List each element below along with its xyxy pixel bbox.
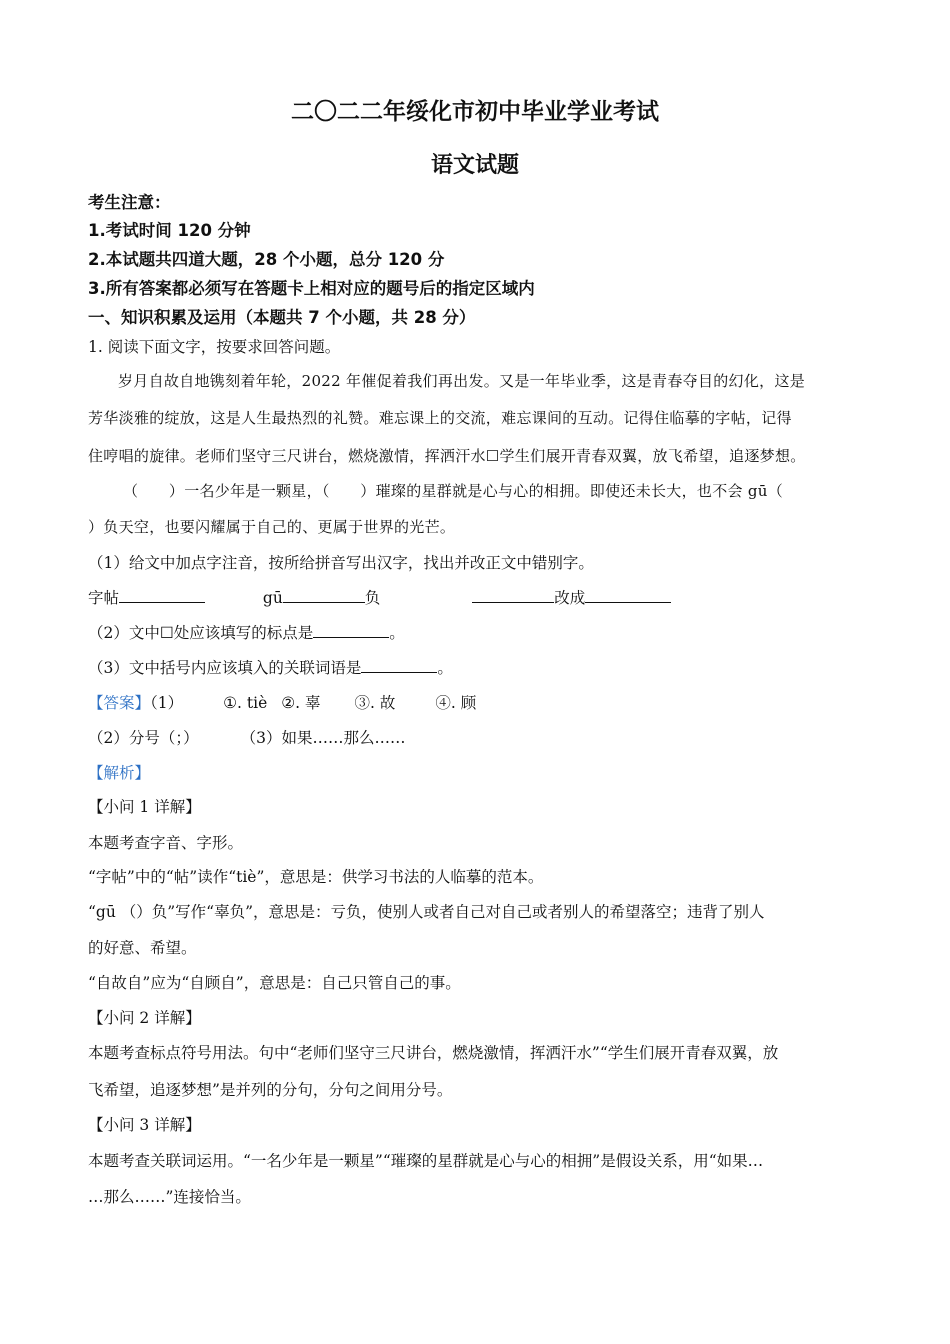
sub-question-3-text: （3）文中括号内应该填入的关联词语是 [88,659,362,677]
notice-item: 2.本试题共四道大题，28 个小题，总分 120 分 [88,250,445,269]
analysis-line: 本题考查标点符号用法。句中“老师们坚守三尺讲台，燃烧激情，挥洒汗水”“学生们展开青春双翼，放 [88,1044,779,1062]
answer-item: （2）分号（；） [88,729,199,747]
exam-title: 二〇二二年绥化市初中毕业学业考试 [291,99,659,125]
notice-item: 1.考试时间 120 分钟 [88,221,251,240]
analysis-line: 【小问 3 详解】 [88,1116,201,1134]
answer-item: ①. tiè [223,694,268,712]
analysis-line: 【小问 2 详解】 [88,1009,201,1027]
analysis-line: 的好意、希望。 [88,939,197,957]
analysis-line: “字帖”中的“帖”读作“tiè”，意思是：供学习书法的人临摹的范本。 [88,868,544,886]
analysis-line: 本题考查关联词运用。“一名少年是一颗星”“璀璨的星群就是心与心的相拥”是假设关系，用“如果… [88,1152,764,1170]
blank-label-gu: gū [262,589,283,607]
answer-item: ③. 故 [354,694,396,712]
sub-question-2-text: （2）文中☐处应该填写的标点是 [88,624,314,642]
passage-line: （ ）一名少年是一颗星，（ ）璀璨的星群就是心与心的相拥。即使还未长大，也不会 gū（ [123,482,784,500]
analysis-line: “gū （）负”写作“辜负”，意思是：亏负，使别人或者自己对自己或者别人的希望落空；违背了别人 [88,903,765,921]
analysis-line: 【小问 1 详解】 [88,798,201,816]
answer-blank[interactable] [585,588,671,603]
notice-item: 3.所有答案都必须写在答题卡上相对应的题号后的指定区域内 [88,279,535,298]
passage-line: 住哼唱的旋律。老师们坚守三尺讲台，燃烧激情，挥洒汗水☐学生们展开青春双翼，放飞希望，追逐梦想。 [88,447,806,465]
answer-item: ④. 顾 [435,694,477,712]
answer-blank[interactable] [361,658,437,673]
answer-part-num: （1） [150,694,184,712]
sub-question-3 [88,658,453,678]
answer-item: （3）如果……那么…… [240,729,406,747]
blank-label-fu: 负 [364,589,381,607]
blank-label-zitie: 字帖 [88,589,120,607]
period: 。 [389,624,405,642]
answer-row-1 [88,693,476,713]
sub-question-1: （1）给文中加点字注音，按所给拼音写出汉字，找出并改正文中错别字。 [88,554,594,572]
answer-blank[interactable] [472,588,554,603]
period: 。 [437,659,453,677]
sub-question-2 [88,623,405,643]
exam-subtitle: 语文试题 [430,153,519,178]
analysis-line: 本题考查字音、字形。 [88,834,244,852]
answer-blanks-row [88,588,671,608]
analysis-line: “自故自”应为“自顾自”，意思是：自己只管自己的事。 [88,974,461,992]
answer-row-2 [88,728,406,748]
blank-label-gaicheng: 改成 [554,589,586,607]
analysis-label: 【解析】 [88,764,151,782]
passage-line: 芳华淡雅的绽放，这是人生最热烈的礼赞。难忘课上的交流，难忘课间的互动。记得住临摹的字帖，记得 [88,409,792,427]
answer-blank[interactable] [119,588,205,603]
analysis-line: …那么……”连接恰当。 [88,1188,251,1206]
answer-label: 【答案】 [88,694,151,712]
section-heading: 一、知识积累及运用（本题共 7 个小题，共 28 分） [88,308,476,327]
answer-item: ②. 辜 [281,694,321,712]
analysis-line: 飞希望，追逐梦想”是并列的分句，分句之间用分号。 [88,1081,453,1099]
passage-line: ）负天空，也要闪耀属于自己的、更属于世界的光芒。 [88,518,456,536]
answer-blank[interactable] [313,623,389,638]
notice-heading: 考生注意： [88,193,171,212]
answer-blank[interactable] [283,588,365,603]
passage-line: 岁月自故自地镌刻着年轮，2022 年催促着我们再出发。又是一年毕业季，这是青春夺目的幻化，这是 [118,372,806,390]
question-stem: 1. 阅读下面文字，按要求回答问题。 [88,338,341,356]
